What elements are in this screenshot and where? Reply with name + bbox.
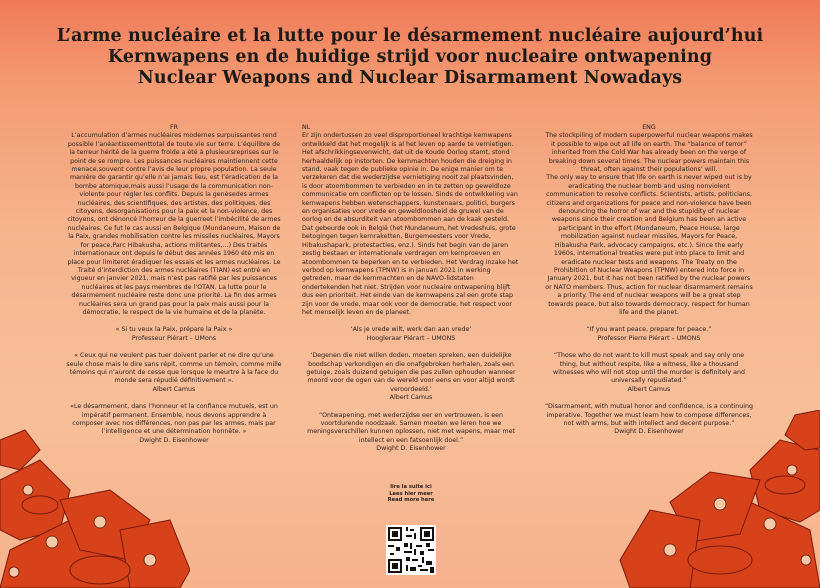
column-fr <box>66 124 282 454</box>
quote-text: ‘Degenen die niet willen doden, moeten spreken, een duidelijke boodschap verkondigen en die onafgebroken herhalen, zoals een getuige, zoals duizend getuigen die pas zullen ophouden wanneer moord voor de ogen van de wereld voor eens en voor altijd wordt veroordeeld.’ <box>306 352 516 393</box>
quote-text: “Ontwapening, met wederzijdse eer en vertrouwen, is een voortdurende noodzaak. Samen moeten we leren hoe we meningsverschillen kunnen oplossen, niet met wapens, maar met intellect en een fatsoenlijk doel.” <box>307 411 515 444</box>
quote-author: Hoogleraar Piérart – UMONS <box>366 334 456 342</box>
lang-label-fr: FR <box>170 124 178 131</box>
quote-text: « Ceux qui ne veulent pas tuer doivent parler et ne dire qu’une seule chose mais le dire sans répit, comme un témoin, comme mille témoins qui n’auront de cesse que lorsque le meurtre à la face du monde sera répudié définitivement ». <box>66 352 282 385</box>
quote-text: “If you want peace, prepare for peace.” <box>586 326 712 334</box>
quote-fr-2 <box>66 352 282 394</box>
read-more-en: Read more here <box>387 497 435 504</box>
quote-author: Professor Pierre Piérart – UMONS <box>597 334 701 342</box>
lang-label-nl: NL <box>302 124 311 131</box>
quote-en-3 <box>544 403 754 437</box>
quote-author: Dwight D. Eisenhower <box>614 428 684 436</box>
quote-text: “Those who do not want to kill must speak and say only one thing, but without respite, like a witness, like a thousand witnesses who will not stop until the murder is definitely and universally repudiated.” <box>553 352 745 385</box>
quote-fr-3 <box>66 403 282 445</box>
column-nl <box>302 124 520 463</box>
title-en: Nuclear Weapons and Nuclear Disarmament Nowadays <box>137 68 683 88</box>
quote-author: Dwight D. Eisenhower <box>139 436 209 444</box>
quote-nl-3 <box>302 412 520 454</box>
column-en <box>544 124 754 446</box>
body-text-fr: L’accumulation d’armes nucléaires modernes surpuissantes rend possible l’anéantissementtotal de toute vie sur terre. L’équilibre de la terreur hérité de la guerre froide a été à plusieursreprises sur le point de se rompre. Les puissances nucléaires maintiennent cette menace,souvent contre l’avis de leur propre population. La seule manière de garantir qu’elle n’ai jamais lieu, est l’éradication de la bombe atomique,mais aussi l’usage de la communication non-violente pour régler les conflits. Depuis la genèsedes armes nucléaires, des scientifiques, des artistes, des politiques, des citoyens, desorganisations pour la paix et la non-violence, des citoyens, ont dénoncé l’horreur de la guerreet l’imbécilité de armes nucléaires. Ce fut le cas aussi en Belgique (Mundaneum, Maison de la Paix, grandes mobilisation contre les missiles nucléaires, Mayors for peace,Parc Hibakusha, actions militantes,...) Des traités internationaux ont depuis le début des années 1960 été mis en place pour limiteret éradiquer les essais et les armes nucléaires. Le Traité d’interdiction des armes nucléaires (TIAN) est entré en vigueur en janvier 2021, mais n’est pas ratifié par les puissances nucléaires et les pays membres de l’OTAN. La lutte pour le désarmement nucléaire reste donc une priorité. La fin des armes nucléaires sera un grand pas pour la paix mais aussi pour la démocratie, le respect de la vie humaine et de la planète. <box>67 132 281 316</box>
qr-code-icon <box>386 525 436 575</box>
read-more-fr: lire la suite ici <box>390 484 432 490</box>
quote-nl-2 <box>302 352 520 402</box>
quote-author: Albert Camus <box>627 385 671 393</box>
qr-code[interactable] <box>386 525 436 575</box>
body-text-en: The stockpiling of modern superpowerful nuclear weapons makes it possible to wipe out all life on earth. The “balance of terror” inherited from the Cold War has already been on the verge of breaking down several times. The nuclear powers maintain this threat, often against their populations’ will. <box>545 132 753 174</box>
body-text-nl: Er zijn ondertussen zo veel disproportioneel krachtige kernwapens ontwikkeld dat het mogelijk is al het leven op aarde te vernietigen. Het afschrikkingsevenwicht, dat uit de Koude Oorlog stamt, stond herhaaldelijk op instorten. De kernmachten houden die dreiging in stand, vaak tegen de publieke opinie in. De enige manier om te verzekeren dat die wederzijdse vernietiging nooit zal plaatsvinden, is door atoombommen te verbieden en in te zetten op geweldloze communicatie om conflicten op te lossen. Sinds de ontwikkeling van kernwapens hebben wetenschappers, kunstenaars, politici, burgers en organisaties voor vrede en geweldloosheid de gruwel van de oorlog en de absurditeit van atoombommen aan de kaak gesteld. Dat gebeurde ook in België (het Mundaneum, het Vredeshuis, grote betogingen tegen kernraketten, Burgemeesters voor Vrede, Hibakushapark, protestacties, enz.). Sinds het begin van de jaren zestig bestaan er internationale verdragen om kernproeven en atoombommen te beperken en te verbieden. Het Verdrag inzake het verbod op kernwapens (TPNW) is in januari 2021 in werking getreden, maar de kernmachten en de NAVO-lidstaten ondertekenden het niet. Strijden voor nucleaire ontwapening blijft dus een prioriteit. Het einde van de kernwapens zal een grote stap zijn voor de vrede, maar ook voor de democratie, het respect voor het menselijk leven en de planeet. <box>302 132 519 316</box>
quote-author: Professeur Piérart – UMons <box>131 334 217 342</box>
quote-text: “Disarmament, with mutual honor and confidence, is a continuing imperative. Together we must learn how to compose differences, not with arms, but with intellect and decent purpose.” <box>544 403 754 427</box>
body-text-en-2: The only way to ensure that life on earth is never wiped out is by eradicating the nuclear bomb and using nonviolent communication to resolve conflicts. Scientists, artists, politicians, citizens and organizations for peace and non-violence have been denouncing the horror of war and the stupidity of nuclear weapons since their creation and Belgium has been an active participant in the effort (Mundaneum, Peace House, large mobilization against nuclear missiles, Mayors for Peace, Hibakusha Park, advocacy campaigns, etc.). Since the early 1960s, international treaties were put into place to limit and eradicate nuclear tests and weapons. The Treaty on the Prohibition of Nuclear Weapons (TPNW) entered into force in January 2021, but it has not been ratified by the nuclear powers or NATO members. Thus, action for nuclear disarmament remains a priority. The end of nuclear weapons will be a great step towards peace, but also towards democracy, respect for human life and the planet. <box>545 174 753 316</box>
title-block <box>0 26 820 89</box>
read-more-nl: Lees hier meer <box>389 490 433 497</box>
quote-text: « Si tu veux la Paix, prépare la Paix » <box>115 326 233 334</box>
title-nl: Kernwapens en de huidige strijd voor nucleaire ontwapening <box>107 47 713 67</box>
quote-en-2 <box>544 352 754 394</box>
read-more-label <box>384 484 438 504</box>
quote-author: Albert Camus <box>152 385 196 393</box>
quote-text: ‘Als je vrede wilt, werk dan aan vrede’ <box>350 326 472 334</box>
quote-author: Dwight D. Eisenhower <box>376 445 446 453</box>
quote-author: Albert Camus <box>389 394 433 402</box>
quote-en-1 <box>544 326 754 343</box>
quote-text: «Le désarmement, dans l’honneur et la confiance mutuels, est un impératif permanent. Ensemble, nous devons apprendre à composer avec nos différences, non pas par les armes, mais par l’intelligence et une détermination honnête. » <box>70 403 278 436</box>
quote-fr-1 <box>66 326 282 343</box>
lang-label-en: ENG <box>642 124 656 131</box>
quote-nl-1 <box>302 326 520 343</box>
title-fr: L’arme nucléaire et la lutte pour le désarmement nucléaire aujourd’hui <box>56 26 764 46</box>
